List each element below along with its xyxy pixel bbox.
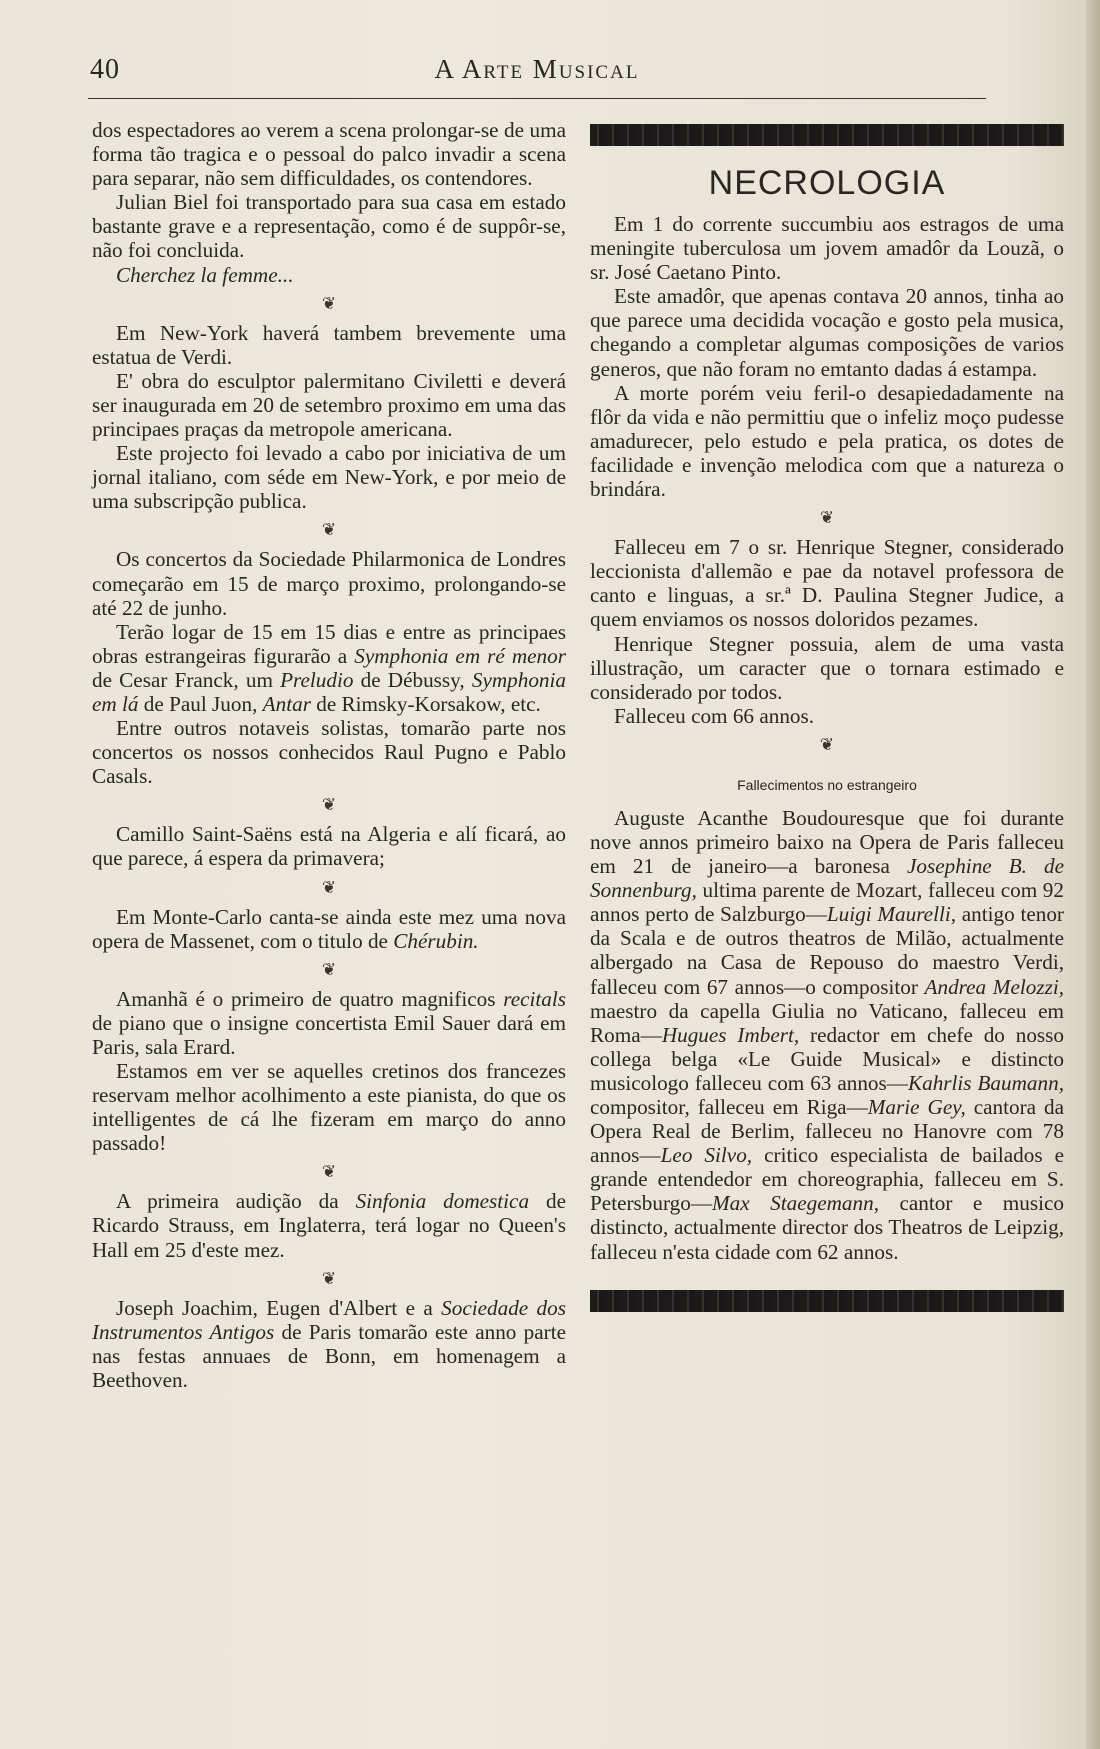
work-title: Symphonia em ré menor [354, 643, 566, 668]
text: Amanhã é o primeiro de quatro magnificos [116, 986, 504, 1011]
text: critico especialista de bailados e grande entendedor em choreographia, falleceu em S. Petersburgo— [590, 1143, 1064, 1216]
text: maestro da capella Giulia no Vaticano, falleceu em Roma— [590, 998, 1064, 1047]
person-name: Marie Gey, [867, 1095, 966, 1119]
subsection-heading: Fallecimentos no estrangeiro [737, 776, 917, 793]
text: de Rimsky-Korsakow, etc. [310, 691, 541, 716]
text: de Ricardo Strauss, em Inglaterra, terá logar no Queen's Hall em 25 d'este mez. [92, 1189, 566, 1262]
page-edge [1086, 0, 1100, 1749]
section-headline: NECROLOGIA [708, 164, 946, 202]
text: Auguste Acanthe Boudouresque que foi durante nove annos primeiro baixo na Opera de Paris falleceu em 21 de janeiro—a baronesa [590, 805, 1064, 879]
text: de Débussy, [353, 667, 472, 692]
work-title: Symphonia em lá [92, 667, 566, 716]
paragraph: Os concertos da Sociedade Philarmonica de Londres começarão em 15 de março proximo, prolongando-se até 22 de junho. [92, 547, 566, 620]
text: Em Monte-Carlo canta-se ainda este mez uma nova opera de Massenet, com o titulo de [92, 904, 566, 953]
ornament-separator: ❦ [321, 959, 337, 979]
decorative-rule-bottom [590, 1290, 1064, 1312]
ornament-separator: ❦ [321, 1268, 337, 1288]
text: de Cesar Franck, um [92, 667, 281, 692]
paragraph: Falleceu com 66 annos. [614, 703, 815, 728]
text: A primeira audição da [116, 1189, 356, 1214]
running-header [88, 54, 986, 99]
right-column [590, 118, 1064, 1312]
work-title: Chérubin. [393, 928, 479, 953]
paragraph: Em 1 do corrente succumbiu aos estragos de uma meningite tuberculosa um jovem amadôr da Louzã, o sr. José Caetano Pinto. [590, 212, 1064, 285]
ornament-separator: ❦ [819, 734, 835, 754]
text: cantor e musico distincto, actualmente director dos Theatros de Leipzig, falleceu n'esta cidade com 62 annos. [590, 1191, 1064, 1264]
work-title: Antar [262, 691, 311, 716]
ornament-separator: ❦ [321, 877, 337, 897]
text: compositor, falleceu em Riga— [590, 1095, 868, 1119]
journal-title: A Arte Musical [434, 54, 640, 84]
decorative-rule-top [590, 124, 1064, 146]
paragraph: Em New-York haverá tambem brevemente uma estatua de Verdi. [92, 320, 566, 369]
paragraph: E' obra do esculptor palermitano Civiletti e deverá ser inaugurada em 20 de setembro proximo em uma das principaes praças da metropole americana. [92, 368, 566, 442]
ornament-separator: ❦ [321, 1162, 337, 1182]
person-name: Josephine B. de Sonnenburg, [590, 854, 1064, 903]
paragraph: Falleceu em 7 o sr. Henrique Stegner, considerado leccionista d'allemão e pae da notavel professora de canto e linguas, a sr.ª D. Paulina Stegner Judice, a quem enviamos os nossos doloridos pezames. [590, 535, 1064, 632]
paragraph: Este projecto foi levado a cabo por iniciativa de um jornal italiano, com séde em New-York, e por meio de uma subscripção publica. [92, 441, 566, 514]
page-number: 40 [90, 54, 120, 85]
paragraph: Este amadôr, que apenas contava 20 annos, tinha ao que parece uma decidida vocação e gosto pela musica, chegando a completar algumas composições de varios generos, que não foram no emtanto dadas á estampa. [590, 284, 1064, 381]
ornament-separator: ❦ [819, 508, 835, 528]
text: redactor em chefe do nosso collega belga «Le Guide Musical» e distincto musicologo falleceu com 63 annos— [590, 1022, 1064, 1095]
paragraph: Estamos em ver se aquelles cretinos dos francezes reservam melhor acolhimento a este pianista, do que os intelligentes de cá lhe fizeram em março do anno passado! [92, 1059, 566, 1156]
society-name: Sociedade dos Instrumentos Antigos [92, 1295, 566, 1344]
paragraph [92, 905, 566, 953]
person-name: Kahrlis Baumann, [907, 1070, 1065, 1095]
text: Joseph Joachim, Eugen d'Albert e a [116, 1295, 442, 1320]
paragraph: A morte porém veiu feril-o desapiedadamente na flôr da vida e não permittiu que o infeliz moço pudesse amadurecer, pelo estudo e pela pratica, os dotes de facilidade e invenção melodica com que a natureza o brindára. [590, 380, 1064, 502]
paragraph [92, 987, 566, 1059]
left-column [92, 118, 566, 1392]
person-name: Leo Silvo, [660, 1143, 753, 1168]
paragraph [92, 263, 566, 287]
ornament-separator: ❦ [321, 520, 337, 540]
work-title: Preludio [280, 667, 354, 692]
text: de piano que o insigne concertista Emil Sauer dará em Paris, sala Erard. [92, 1010, 566, 1059]
paragraph [92, 1189, 566, 1261]
work-title: Sinfonia domestica [355, 1189, 530, 1214]
text: de Paul Juon, [138, 691, 263, 716]
paragraph [92, 620, 566, 716]
text: cantora da Opera Real de Berlim, falleceu no Hanovre com 78 annos— [590, 1095, 1064, 1168]
person-name: Andrea Melozzi, [924, 974, 1064, 999]
text: ultima parente de Mozart, falleceu com 92 annos perto de Salzburgo— [590, 878, 1064, 927]
text: antigo tenor da Scala e de outros theatros de Milão, actualmente albergado na Casa de Repouso do maestro Verdi, falleceu com 67 annos—o compositor [590, 902, 1064, 999]
paragraph: Henrique Stegner possuia, alem de uma vasta illustração, um caracter que o tornara estimado e considerado por todos. [590, 631, 1064, 704]
text: Terão logar de 15 em 15 dias e entre as principaes obras estrangeiras figurarão a [92, 619, 566, 668]
person-name: Hugues Imbert, [661, 1022, 800, 1047]
italic-word: recitals [503, 986, 566, 1011]
paragraph: Julian Biel foi transportado para sua casa em estado bastante grave e a representação, como é de suppôr-se, não foi concluida. [92, 190, 566, 263]
paragraph: Entre outros notaveis solistas, tomarão parte nos concertos os nossos conhecidos Raul Pugno e Pablo Casals. [92, 716, 566, 789]
ornament-separator: ❦ [321, 795, 337, 815]
person-name: Luigi Maurelli, [826, 902, 957, 927]
person-name: Max Staegemann, [712, 1191, 879, 1216]
paragraph [92, 1296, 566, 1392]
paragraph: Camillo Saint-Saëns está na Algeria e alí ficará, ao que parece, á espera da primavera; [92, 822, 566, 871]
ornament-separator: ❦ [321, 293, 337, 313]
paragraph [590, 806, 1064, 1264]
paragraph: dos espectadores ao verem a scena prolongar-se de uma forma tão tragica e o pessoal do palco invadir a scena para separar, não sem difficuldades, os contendores. [92, 118, 566, 191]
text: de Paris tomarão este anno parte nas festas annuaes de Bonn, em homenagem a Beethoven. [92, 1319, 566, 1392]
italic-phrase: Cherchez la femme... [116, 262, 294, 287]
